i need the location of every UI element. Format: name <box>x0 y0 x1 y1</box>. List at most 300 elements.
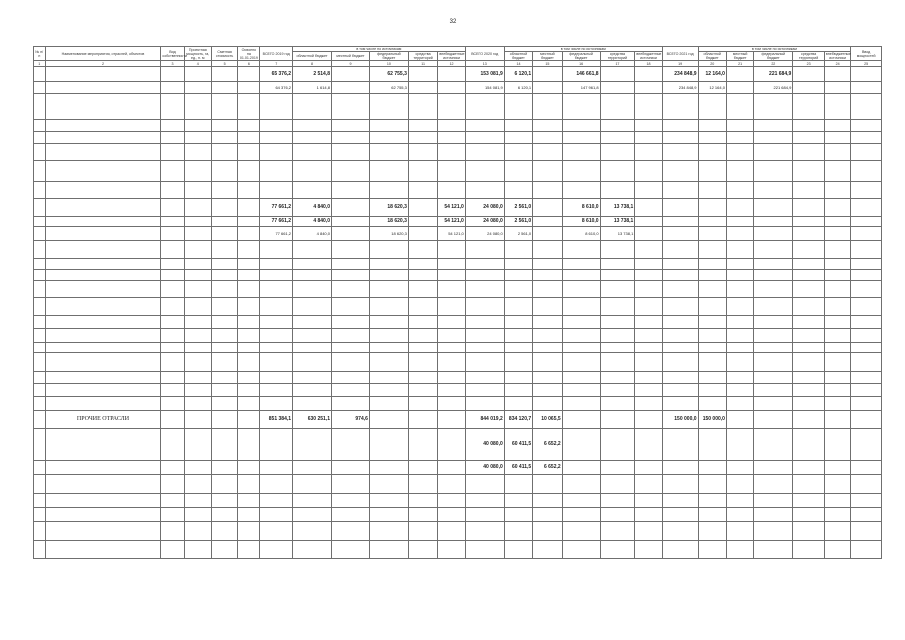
amount-cell: 12 164,0 <box>698 82 726 94</box>
amount-cell <box>408 281 437 298</box>
amount-cell <box>698 281 726 298</box>
amount-cell <box>698 199 726 217</box>
amount-cell <box>600 353 635 372</box>
amount-cell <box>635 94 662 120</box>
amount-cell <box>438 397 465 411</box>
amount-cell <box>754 397 793 411</box>
table-row <box>34 372 882 384</box>
info-cell <box>161 217 184 227</box>
info-cell <box>184 508 211 522</box>
amount-cell <box>600 411 635 429</box>
column-number: 3 <box>161 61 184 67</box>
amount-cell <box>369 281 408 298</box>
row-number-cell <box>34 384 46 397</box>
info-cell <box>161 259 184 270</box>
info-cell <box>211 161 237 182</box>
amount-cell <box>369 411 408 429</box>
amount-cell <box>504 298 532 316</box>
amount-cell <box>465 94 504 120</box>
amount-cell: 6 652,2 <box>533 429 562 461</box>
amount-cell <box>726 494 753 508</box>
column-number: 12 <box>438 61 465 67</box>
amount-cell <box>293 120 332 132</box>
row-number-cell <box>34 227 46 241</box>
table-row <box>34 494 882 508</box>
info-cell <box>161 270 184 281</box>
col-header-name: Наименование мероприятия, отраслей, объектов <box>45 47 161 61</box>
amount-cell: 6 120,1 <box>504 67 532 82</box>
amount-cell <box>562 182 600 199</box>
amount-cell <box>698 353 726 372</box>
amount-cell <box>600 270 635 281</box>
amount-cell <box>408 384 437 397</box>
amount-cell <box>332 132 370 144</box>
amount-cell <box>600 384 635 397</box>
row-number-cell <box>34 522 46 541</box>
amount-cell: 234 848,9 <box>662 82 698 94</box>
column-number: 15 <box>533 61 562 67</box>
amount-cell <box>369 161 408 182</box>
amount-cell: 834 120,7 <box>504 411 532 429</box>
col-header-terr-2019: средства территорий <box>408 52 437 61</box>
amount-cell <box>260 182 293 199</box>
amount-cell <box>824 329 850 343</box>
col-header-vid: Вид собственности <box>161 47 184 61</box>
amount-cell <box>754 372 793 384</box>
amount-cell <box>726 241 753 259</box>
row-number-cell <box>34 199 46 217</box>
amount-cell <box>260 522 293 541</box>
amount-cell <box>533 259 562 270</box>
amount-cell <box>504 241 532 259</box>
amount-cell <box>260 144 293 161</box>
amount-cell <box>562 281 600 298</box>
column-number: 22 <box>754 61 793 67</box>
table-row <box>34 120 882 132</box>
info-cell <box>238 522 260 541</box>
amount-cell <box>698 182 726 199</box>
amount-cell: 77 661,2 <box>260 217 293 227</box>
info-cell <box>211 217 237 227</box>
col-header-obl-2020: областной бюджет <box>504 52 532 61</box>
amount-cell <box>824 94 850 120</box>
amount-cell: 6 120,1 <box>504 82 532 94</box>
amount-cell <box>438 541 465 559</box>
column-number: 11 <box>408 61 437 67</box>
amount-cell <box>504 397 532 411</box>
col-header-total-2019: ВСЕГО 2019 год <box>260 47 293 61</box>
amount-cell <box>260 397 293 411</box>
col-header-mest-2019: местный бюджет <box>332 52 370 61</box>
object-row <box>34 353 882 372</box>
info-cell <box>161 397 184 411</box>
amount-cell <box>408 132 437 144</box>
amount-cell <box>533 508 562 522</box>
item-name-cell <box>45 298 161 316</box>
info-cell <box>211 508 237 522</box>
info-cell <box>184 67 211 82</box>
item-name-cell <box>45 353 161 372</box>
amount-cell <box>465 182 504 199</box>
row-number-cell <box>34 461 46 475</box>
info-cell <box>238 132 260 144</box>
col-header-total-2020: ВСЕГО 2020 год <box>465 47 504 61</box>
amount-cell <box>465 541 504 559</box>
row-number-cell <box>34 353 46 372</box>
amount-cell <box>635 120 662 132</box>
amount-cell: 12 164,0 <box>698 67 726 82</box>
amount-cell <box>293 259 332 270</box>
info-cell <box>238 281 260 298</box>
capacity-cell <box>851 298 882 316</box>
amount-cell: 6 652,2 <box>533 461 562 475</box>
amount-cell <box>260 94 293 120</box>
info-cell <box>211 384 237 397</box>
item-name-cell <box>45 161 161 182</box>
amount-cell <box>332 353 370 372</box>
amount-cell <box>635 475 662 494</box>
info-cell <box>184 397 211 411</box>
amount-cell <box>793 461 825 475</box>
amount-cell <box>332 182 370 199</box>
amount-cell <box>408 353 437 372</box>
info-cell <box>211 182 237 199</box>
amount-cell <box>635 461 662 475</box>
amount-cell: 62 755,3 <box>369 82 408 94</box>
info-cell <box>161 281 184 298</box>
amount-cell <box>824 67 850 82</box>
capacity-cell <box>851 541 882 559</box>
info-cell <box>238 475 260 494</box>
row-number-cell <box>34 94 46 120</box>
info-cell <box>238 199 260 217</box>
amount-cell <box>332 429 370 461</box>
amount-cell <box>533 384 562 397</box>
amount-cell: 13 738,1 <box>600 199 635 217</box>
info-cell <box>238 182 260 199</box>
amount-cell <box>600 541 635 559</box>
info-cell <box>238 329 260 343</box>
amount-cell <box>754 461 793 475</box>
amount-cell <box>726 429 753 461</box>
amount-cell <box>465 161 504 182</box>
amount-cell <box>754 541 793 559</box>
row-number-cell <box>34 411 46 429</box>
amount-cell <box>562 475 600 494</box>
amount-cell <box>726 227 753 241</box>
amount-cell <box>726 67 753 82</box>
amount-cell <box>698 259 726 270</box>
amount-cell <box>332 281 370 298</box>
table-row <box>34 343 882 353</box>
row-number-cell <box>34 541 46 559</box>
amount-cell: 2 561,0 <box>504 227 532 241</box>
amount-cell <box>635 343 662 353</box>
info-cell <box>161 120 184 132</box>
amount-cell <box>438 270 465 281</box>
row-number-cell <box>34 182 46 199</box>
amount-cell <box>332 475 370 494</box>
amount-cell <box>369 241 408 259</box>
info-cell <box>184 132 211 144</box>
row-number-cell <box>34 161 46 182</box>
amount-cell <box>438 161 465 182</box>
subprogram-row <box>34 429 882 461</box>
amount-cell <box>635 67 662 82</box>
amount-cell <box>698 161 726 182</box>
amount-cell <box>754 475 793 494</box>
info-cell <box>238 494 260 508</box>
amount-cell <box>465 372 504 384</box>
info-cell <box>161 494 184 508</box>
amount-cell: 40 080,0 <box>465 429 504 461</box>
amount-cell <box>533 94 562 120</box>
amount-cell <box>369 144 408 161</box>
amount-cell <box>533 270 562 281</box>
amount-cell <box>698 494 726 508</box>
col-header-obl-2019: областной бюджет <box>293 52 332 61</box>
amount-cell: 154 081,9 <box>465 82 504 94</box>
amount-cell <box>562 429 600 461</box>
amount-cell <box>662 161 698 182</box>
amount-cell <box>793 316 825 329</box>
item-name-cell <box>45 522 161 541</box>
amount-cell <box>754 494 793 508</box>
amount-cell <box>293 94 332 120</box>
info-cell <box>211 132 237 144</box>
amount-cell <box>533 494 562 508</box>
row-number-cell <box>34 397 46 411</box>
info-cell <box>211 541 237 559</box>
amount-cell <box>408 329 437 343</box>
amount-cell <box>369 132 408 144</box>
col-header-nn: № п/п <box>34 47 46 61</box>
amount-cell <box>600 316 635 329</box>
amount-cell <box>754 429 793 461</box>
amount-cell <box>438 494 465 508</box>
amount-cell <box>369 541 408 559</box>
amount-cell <box>662 120 698 132</box>
amount-cell <box>824 475 850 494</box>
info-cell <box>161 67 184 82</box>
column-number: 23 <box>793 61 825 67</box>
amount-cell <box>793 67 825 82</box>
amount-cell <box>438 461 465 475</box>
amount-cell <box>332 144 370 161</box>
subprogram-row <box>34 67 882 82</box>
amount-cell <box>600 259 635 270</box>
amount-cell <box>293 384 332 397</box>
amount-cell <box>332 508 370 522</box>
amount-cell <box>562 343 600 353</box>
amount-cell <box>369 94 408 120</box>
capacity-cell <box>851 372 882 384</box>
amount-cell <box>533 298 562 316</box>
amount-cell <box>726 541 753 559</box>
amount-cell: 13 738,1 <box>600 217 635 227</box>
amount-cell <box>408 199 437 217</box>
amount-cell <box>332 372 370 384</box>
info-cell <box>238 241 260 259</box>
amount-cell <box>408 494 437 508</box>
amount-cell <box>533 475 562 494</box>
info-cell <box>184 82 211 94</box>
info-cell <box>184 353 211 372</box>
info-cell <box>161 372 184 384</box>
info-cell <box>184 259 211 270</box>
column-number: 25 <box>851 61 882 67</box>
amount-cell <box>698 227 726 241</box>
amount-cell <box>793 508 825 522</box>
item-name-cell <box>45 82 161 94</box>
amount-cell <box>662 397 698 411</box>
row-number-cell <box>34 372 46 384</box>
info-cell <box>184 144 211 161</box>
amount-cell <box>635 541 662 559</box>
info-cell <box>238 217 260 227</box>
group-header-2020: в том числе по источникам <box>504 47 662 52</box>
amount-cell <box>260 329 293 343</box>
info-cell <box>211 259 237 270</box>
amount-cell <box>408 161 437 182</box>
amount-cell <box>600 82 635 94</box>
amount-cell <box>369 329 408 343</box>
row-number-cell <box>34 144 46 161</box>
item-name-cell <box>45 429 161 461</box>
amount-cell <box>332 227 370 241</box>
amount-cell <box>260 270 293 281</box>
amount-cell <box>824 298 850 316</box>
column-number: 16 <box>562 61 600 67</box>
amount-cell <box>600 397 635 411</box>
amount-cell <box>504 281 532 298</box>
amount-cell <box>465 494 504 508</box>
amount-cell <box>408 94 437 120</box>
info-cell <box>211 429 237 461</box>
amount-cell <box>369 475 408 494</box>
row-number-cell <box>34 217 46 227</box>
amount-cell <box>698 329 726 343</box>
amount-cell <box>754 508 793 522</box>
amount-cell <box>408 522 437 541</box>
item-name-cell <box>45 94 161 120</box>
amount-cell <box>754 241 793 259</box>
amount-cell <box>662 522 698 541</box>
amount-cell <box>726 182 753 199</box>
amount-cell <box>726 475 753 494</box>
table-row <box>34 475 882 494</box>
info-cell <box>161 541 184 559</box>
info-cell <box>211 329 237 343</box>
info-cell <box>184 217 211 227</box>
amount-cell <box>504 522 532 541</box>
amount-cell <box>793 397 825 411</box>
amount-cell <box>438 82 465 94</box>
amount-cell <box>332 217 370 227</box>
amount-cell <box>824 522 850 541</box>
amount-cell <box>662 227 698 241</box>
amount-cell <box>754 343 793 353</box>
amount-cell <box>698 144 726 161</box>
amount-cell <box>562 522 600 541</box>
amount-cell <box>824 217 850 227</box>
amount-cell <box>726 343 753 353</box>
info-cell <box>161 329 184 343</box>
info-cell <box>238 161 260 182</box>
amount-cell <box>533 144 562 161</box>
amount-cell: 844 019,2 <box>465 411 504 429</box>
amount-cell <box>504 508 532 522</box>
info-cell <box>184 494 211 508</box>
capacity-cell <box>851 397 882 411</box>
amount-cell <box>465 475 504 494</box>
amount-cell <box>824 82 850 94</box>
capacity-cell <box>851 475 882 494</box>
amount-cell <box>793 120 825 132</box>
info-cell <box>161 461 184 475</box>
amount-cell <box>465 384 504 397</box>
amount-cell <box>504 94 532 120</box>
amount-cell <box>726 259 753 270</box>
info-cell <box>184 429 211 461</box>
info-cell <box>211 199 237 217</box>
amount-cell <box>293 298 332 316</box>
amount-cell <box>662 259 698 270</box>
amount-cell <box>260 343 293 353</box>
amount-cell: 62 755,3 <box>369 67 408 82</box>
info-cell <box>161 94 184 120</box>
amount-cell <box>726 94 753 120</box>
amount-cell <box>533 343 562 353</box>
info-cell <box>184 384 211 397</box>
capacity-cell <box>851 199 882 217</box>
amount-cell <box>533 281 562 298</box>
amount-cell <box>600 144 635 161</box>
amount-cell <box>754 182 793 199</box>
amount-cell <box>504 132 532 144</box>
capacity-cell <box>851 217 882 227</box>
column-number: 19 <box>662 61 698 67</box>
amount-cell <box>600 343 635 353</box>
amount-cell <box>754 316 793 329</box>
amount-cell <box>600 508 635 522</box>
amount-cell: 150 000,0 <box>662 411 698 429</box>
amount-cell <box>793 259 825 270</box>
capacity-cell <box>851 461 882 475</box>
amount-cell: 147 961,8 <box>562 82 600 94</box>
amount-cell <box>260 508 293 522</box>
row-number-cell <box>34 241 46 259</box>
amount-cell <box>293 508 332 522</box>
info-cell <box>238 316 260 329</box>
amount-cell <box>438 144 465 161</box>
amount-cell <box>754 384 793 397</box>
amount-cell: 24 080,0 <box>465 217 504 227</box>
amount-cell <box>504 494 532 508</box>
amount-cell <box>600 161 635 182</box>
amount-cell <box>754 353 793 372</box>
amount-cell <box>332 541 370 559</box>
amount-cell <box>408 429 437 461</box>
amount-cell <box>332 94 370 120</box>
section-total-row <box>34 411 882 429</box>
amount-cell <box>824 270 850 281</box>
amount-cell <box>260 541 293 559</box>
amount-cell <box>562 411 600 429</box>
row-number-cell <box>34 494 46 508</box>
info-cell <box>184 227 211 241</box>
table-row <box>34 144 882 161</box>
